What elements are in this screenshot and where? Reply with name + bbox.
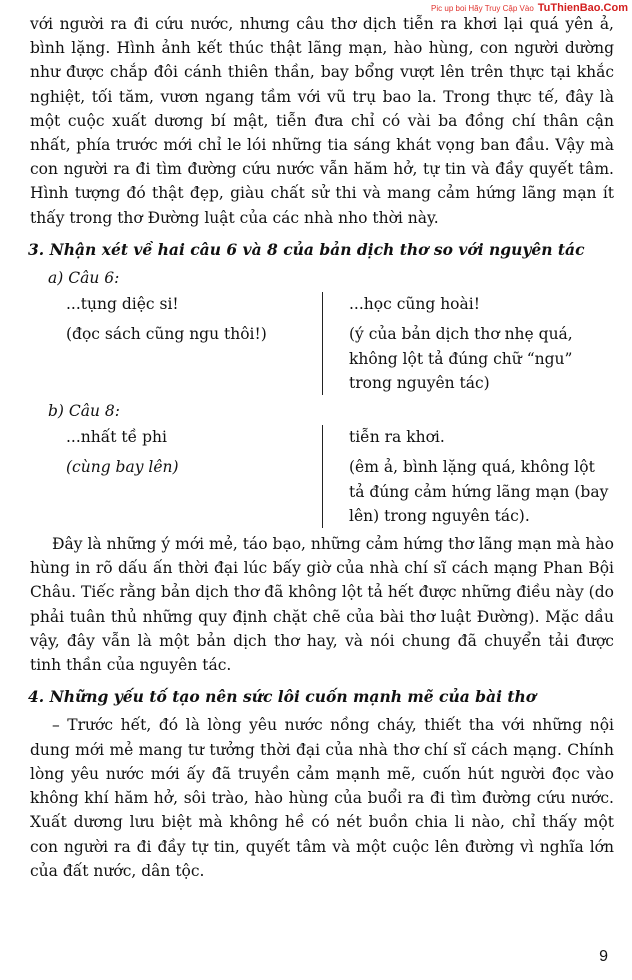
original-line: ...nhất tề phi [66,428,167,447]
watermark-brand: TuThienBao.Com [537,2,628,14]
page-number: 9 [599,948,608,965]
translation-column [337,425,614,528]
watermark-prefix: Pic up boi Hãy Truy Cập Vào [431,4,534,13]
original-gloss: (đọc sách cũng ngu thôi!) [66,325,267,344]
section-4-paragraph: – Trước hết, đó là lòng yêu nước nồng cháy, thiết tha với những nội dung mới mẻ mang tư tưởng thời đại của nhà thơ chí sĩ cách mạng. Chính lòng yêu nước mới ấy đã truyền cảm mạnh mẽ, cuốn hút người đọc vào không khí hăm hở, sôi trào, hào hùng của buổi ra đi tìm đường cứu nước. Xuất dương lưu biệt mà không hề có nét buồn chia li nào, chỉ thấy một con người ra đi đầy tự tin, quyết tâm và một cuộc lên đường vì nghĩa lớn của đất nước, dân tộc. [30,716,614,880]
original-column [30,425,322,528]
page-body [30,12,614,883]
translation-note: không lột tả đúng chữ “ngu” [349,349,573,368]
section-3-heading: 3. Nhận xét về hai câu 6 và 8 của bản dịch thơ so với nguyên tác [28,239,585,259]
translation-note: (ý của bản dịch thơ nhẹ quá, [349,325,573,344]
column-divider [322,425,323,528]
translation-note: trong nguyên tác) [349,373,490,392]
original-line: ...tụng diệc si! [66,295,179,314]
translation-note: lên) trong nguyên tác). [349,506,530,525]
translation-note: (êm ả, bình lặng quá, không lột [349,458,595,477]
section-3a-label: a) Câu 6: [48,269,120,288]
original-column [30,292,322,395]
translation-column [337,292,614,395]
translation-note: tả đúng cảm hứng lãng mạn (bay [349,482,609,501]
translation-line: tiễn ra khơi. [349,428,445,447]
column-divider [322,292,323,395]
translation-line: ...học cũng hoài! [349,295,480,314]
section-3-conclusion: Đây là những ý mới mẻ, táo bạo, những cảm hứng thơ lãng mạn mà hào hùng in rõ dấu ấn thời đại lúc bấy giờ của nhà chí sĩ cách mạng Phan Bội Châu. Tiếc rằng bản dịch thơ đã không lột tả hết được những điều này (do phải tuân thủ những quy định chặt chẽ của bài thơ luật Đường). Mặc dầu vậy, đây vẫn là một bản dịch thơ hay, và nói chung đã chuyển tải được tinh thần của nguyên tác. [30,535,614,675]
comparison-cau-8 [30,425,614,528]
original-gloss: (cùng bay lên) [66,458,179,477]
comparison-cau-6 [30,292,614,395]
section-4-heading: 4. Những yếu tố tạo nên sức lôi cuốn mạnh mẽ của bài thơ [28,687,537,707]
section-3b-label: b) Câu 8: [48,402,120,421]
intro-paragraph: với người ra đi cứu nước, nhưng câu thơ dịch tiễn ra khơi lại quá yên ả, bình lặng. Hình ảnh kết thúc thật lãng mạn, hào hùng, con người dường như được chắp đôi cánh thiên thần, bay bổng vượt lên trên thực tại khắc nghiệt, tối tăm, vươn ngang tầm với vũ trụ bao la. Trong thực tế, đây là một cuộc xuất dương bí mật, tiễn đưa chỉ có vài ba đồng chí thân cận nhất, phía trước mới chỉ le lói những tia sáng khát vọng ban đầu. Vậy mà con người ra đi tìm đường cứu nước vẫn hăm hở, tự tin và đầy quyết tâm. Hình tượng đó thật đẹp, giàu chất sử thi và mang cảm hứng lãng mạn ít thấy trong thơ Đường luật của các nhà nho thời này. [30,15,614,227]
